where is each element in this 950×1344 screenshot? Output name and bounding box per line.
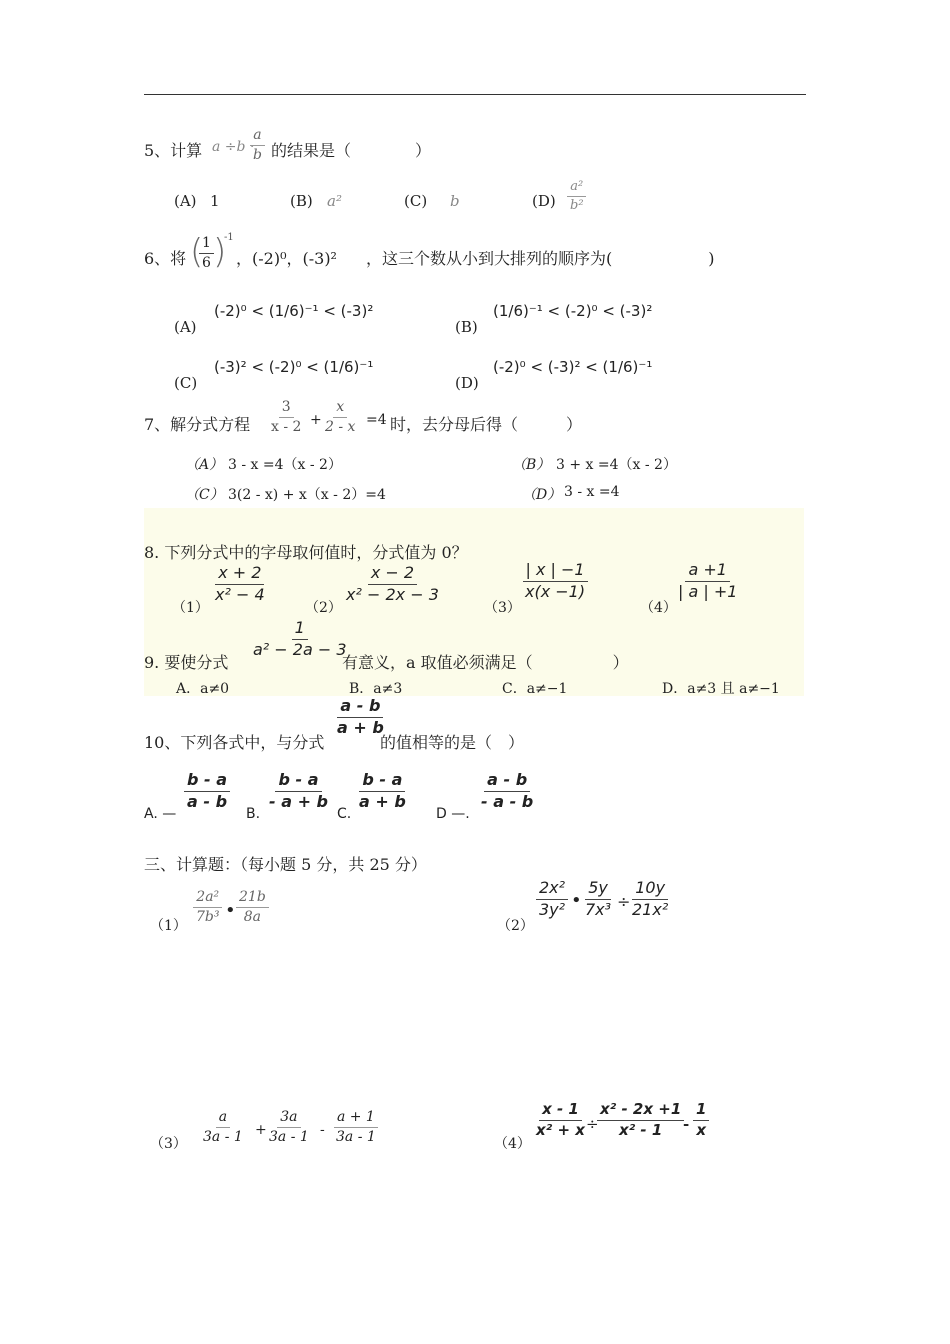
section-3-title: 三、计算题：（每小题 5 分，共 25 分） bbox=[144, 855, 427, 874]
q5-option-c-label: (C) bbox=[404, 192, 428, 210]
q7-equals: =4 bbox=[366, 412, 387, 428]
q10-option-d-fraction: $\frac{a - b}{- a - b}$ bbox=[481, 770, 534, 811]
q5-stem-pre: 5、计算 bbox=[144, 141, 203, 160]
q7-option-a-label: （A） bbox=[185, 457, 224, 473]
q6-option-b-expr: (1/6)⁻¹ < (-2)⁰ < (-3)² bbox=[493, 302, 653, 320]
q6-exponent: -1 bbox=[224, 232, 234, 243]
problem-2-fraction-1: $\frac{\text{2x²}}{\text{3y²}}$ bbox=[536, 880, 568, 919]
problem-3-fraction-1: $\frac{a}{3a - 1}$ bbox=[203, 1109, 243, 1145]
q5-expression: a ÷b · bbox=[212, 139, 255, 155]
problem-1-label: （1） bbox=[150, 918, 187, 934]
q6-stem-pre: 6、将 bbox=[144, 249, 187, 268]
problem-4-fraction-1: $\frac{x - 1}{\text{x² + x}}$ bbox=[536, 1100, 585, 1139]
q5-option-b-value: a² bbox=[327, 192, 342, 210]
q9-option-c: C．a≠−1 bbox=[502, 681, 568, 697]
q7-option-c-label: （C） bbox=[185, 487, 224, 503]
q7-option-d-value: 3 - x =4 bbox=[564, 484, 620, 500]
q6-option-c-expr: (-3)² < (-2)⁰ < (1/6)⁻¹ bbox=[214, 358, 374, 376]
q6-left-paren: ( bbox=[190, 232, 204, 272]
problem-4-operator-1: ÷ bbox=[586, 1115, 599, 1133]
q7-stem-pre: 7、解分式方程 bbox=[144, 415, 251, 434]
q8-option-2-fraction: $\frac{x - 2}{\text{x² − 2x − 3}}$ bbox=[346, 563, 439, 604]
problem-1-fraction-1: $\frac{\text{2a²}}{\text{7b³}}$ bbox=[193, 890, 222, 924]
q5-option-c-value: b bbox=[450, 192, 460, 210]
q5-fraction: $\frac{a}{b}$ bbox=[250, 128, 265, 162]
q8-option-1-label: （1） bbox=[172, 600, 209, 616]
q8-stem: 8. 下列分式中的字母取何值时，分式值为 0？ bbox=[144, 543, 468, 562]
q5-option-d-fraction: $\frac{\text{a²}}{\text{b²}}$ bbox=[567, 180, 587, 212]
q6-fraction: $\frac{1}{6}$ bbox=[199, 236, 214, 270]
problem-4-fraction-3: $\frac{1}{x}$ bbox=[693, 1102, 709, 1139]
q8-option-2-label: （2） bbox=[305, 600, 342, 616]
problem-3-fraction-2: $\frac{3a}{3a - 1}$ bbox=[269, 1109, 309, 1145]
header-rule bbox=[144, 94, 806, 95]
problem-4-fraction-2: $\frac{\text{x² - 2x +1}}{\text{x² - 1}}$ bbox=[597, 1102, 684, 1139]
q5-option-a-value: 1 bbox=[210, 192, 220, 210]
q10-option-b-fraction: $\frac{b - a}{- a + b}$ bbox=[269, 770, 329, 811]
q7-stem-post: 时，去分母后得（ ） bbox=[390, 415, 583, 434]
q7-option-c-value: 3(2 - x) + x（x - 2）=4 bbox=[228, 487, 386, 503]
q10-option-a-fraction: $\frac{b - a}{a - b}$ bbox=[184, 772, 230, 811]
q6-option-d-expr: (-2)⁰ < (-3)² < (1/6)⁻¹ bbox=[493, 358, 653, 376]
q9-stem-pre: 9. 要使分式 bbox=[144, 653, 229, 672]
q7-option-b-label: （B） bbox=[512, 457, 551, 473]
q10-stem-pre: 10、下列各式中，与分式 bbox=[144, 733, 325, 752]
q5-option-d-label: (D) bbox=[532, 192, 556, 210]
q6-right-paren: ) bbox=[213, 232, 227, 272]
q10-stem-post: 的值相等的是（ ） bbox=[380, 733, 525, 752]
q9-option-a: A．a≠0 bbox=[176, 681, 230, 697]
problem-3-operator-1: + bbox=[255, 1122, 267, 1138]
q9-option-d: D．a≠3 且 a≠−1 bbox=[662, 681, 780, 697]
problem-2-label: （2） bbox=[497, 918, 534, 934]
problem-4-label: （4） bbox=[494, 1136, 531, 1152]
q7-fraction-2: $\frac{x}{2 - x}$ bbox=[325, 399, 356, 435]
q6-terms: ，(-2)⁰，(-3)² bbox=[236, 249, 337, 268]
q8-option-4-fraction: $\frac{a +1}{| a | +1}$ bbox=[678, 560, 738, 601]
q10-option-d-label: D —. bbox=[436, 806, 470, 822]
problem-2-operator-2: ÷ bbox=[617, 892, 631, 911]
q7-option-b-value: 3 + x =4（x - 2） bbox=[556, 457, 677, 473]
problem-1-operator: • bbox=[225, 900, 236, 921]
q7-fraction-1: $\frac{3}{x - 2}$ bbox=[271, 399, 302, 435]
q9-stem-post: 有意义，a 取值必须满足（ ） bbox=[342, 653, 629, 672]
q5-stem-post: 的结果是（ ） bbox=[271, 141, 432, 160]
problem-1-fraction-2: $\frac{21b}{8a}$ bbox=[236, 890, 269, 924]
problem-3-operator-2: - bbox=[320, 1122, 325, 1138]
q9-fraction: $\frac{1}{\text{a² − 2a − 3}}$ bbox=[253, 618, 347, 659]
problem-2-fraction-3: $\frac{10y}{\text{21x²}}$ bbox=[632, 878, 669, 919]
q6-option-a-expr: (-2)⁰ < (1/6)⁻¹ < (-3)² bbox=[214, 302, 374, 320]
q9-option-b: B．a≠3 bbox=[349, 681, 403, 697]
q5-option-a-label: (A) bbox=[174, 192, 197, 210]
q10-option-c-fraction: $\frac{b - a}{a + b}$ bbox=[359, 770, 406, 811]
q10-fraction: $\frac{a - b}{a + b}$ bbox=[337, 696, 384, 737]
problem-2-fraction-2: $\frac{5y}{\text{7x³}}$ bbox=[585, 878, 612, 919]
q10-option-b-label: B. bbox=[246, 806, 261, 822]
q10-option-a-label: A. — bbox=[144, 806, 177, 822]
q5-option-b-label: (B) bbox=[290, 192, 313, 210]
q8-option-1-fraction: $\frac{x + 2}{\text{x² − 4}}$ bbox=[215, 563, 265, 604]
q7-option-a-value: 3 - x =4（x - 2） bbox=[228, 457, 342, 473]
problem-2-operator-1: • bbox=[571, 890, 582, 911]
q6-option-a-label: (A) bbox=[174, 318, 197, 336]
q6-stem-post: ，这三个数从小到大排列的顺序为( ) bbox=[366, 249, 715, 268]
problem-3-label: （3） bbox=[150, 1136, 187, 1152]
q6-option-c-label: (C) bbox=[174, 374, 198, 392]
q8-option-3-label: （3） bbox=[484, 600, 521, 616]
q7-option-d-label: （D） bbox=[522, 487, 562, 503]
q6-option-b-label: (B) bbox=[455, 318, 478, 336]
problem-3-fraction-3: $\frac{a + 1}{3a - 1}$ bbox=[333, 1110, 379, 1144]
q8-option-3-fraction: $\frac{| x | -1}{x(x -1)}$ bbox=[522, 562, 588, 601]
q10-option-c-label: C. bbox=[337, 806, 352, 822]
q8-option-4-label: （4） bbox=[640, 600, 677, 616]
q7-plus: + bbox=[310, 412, 322, 428]
q6-option-d-label: (D) bbox=[455, 374, 479, 392]
problem-4-operator-2: - bbox=[683, 1115, 690, 1133]
